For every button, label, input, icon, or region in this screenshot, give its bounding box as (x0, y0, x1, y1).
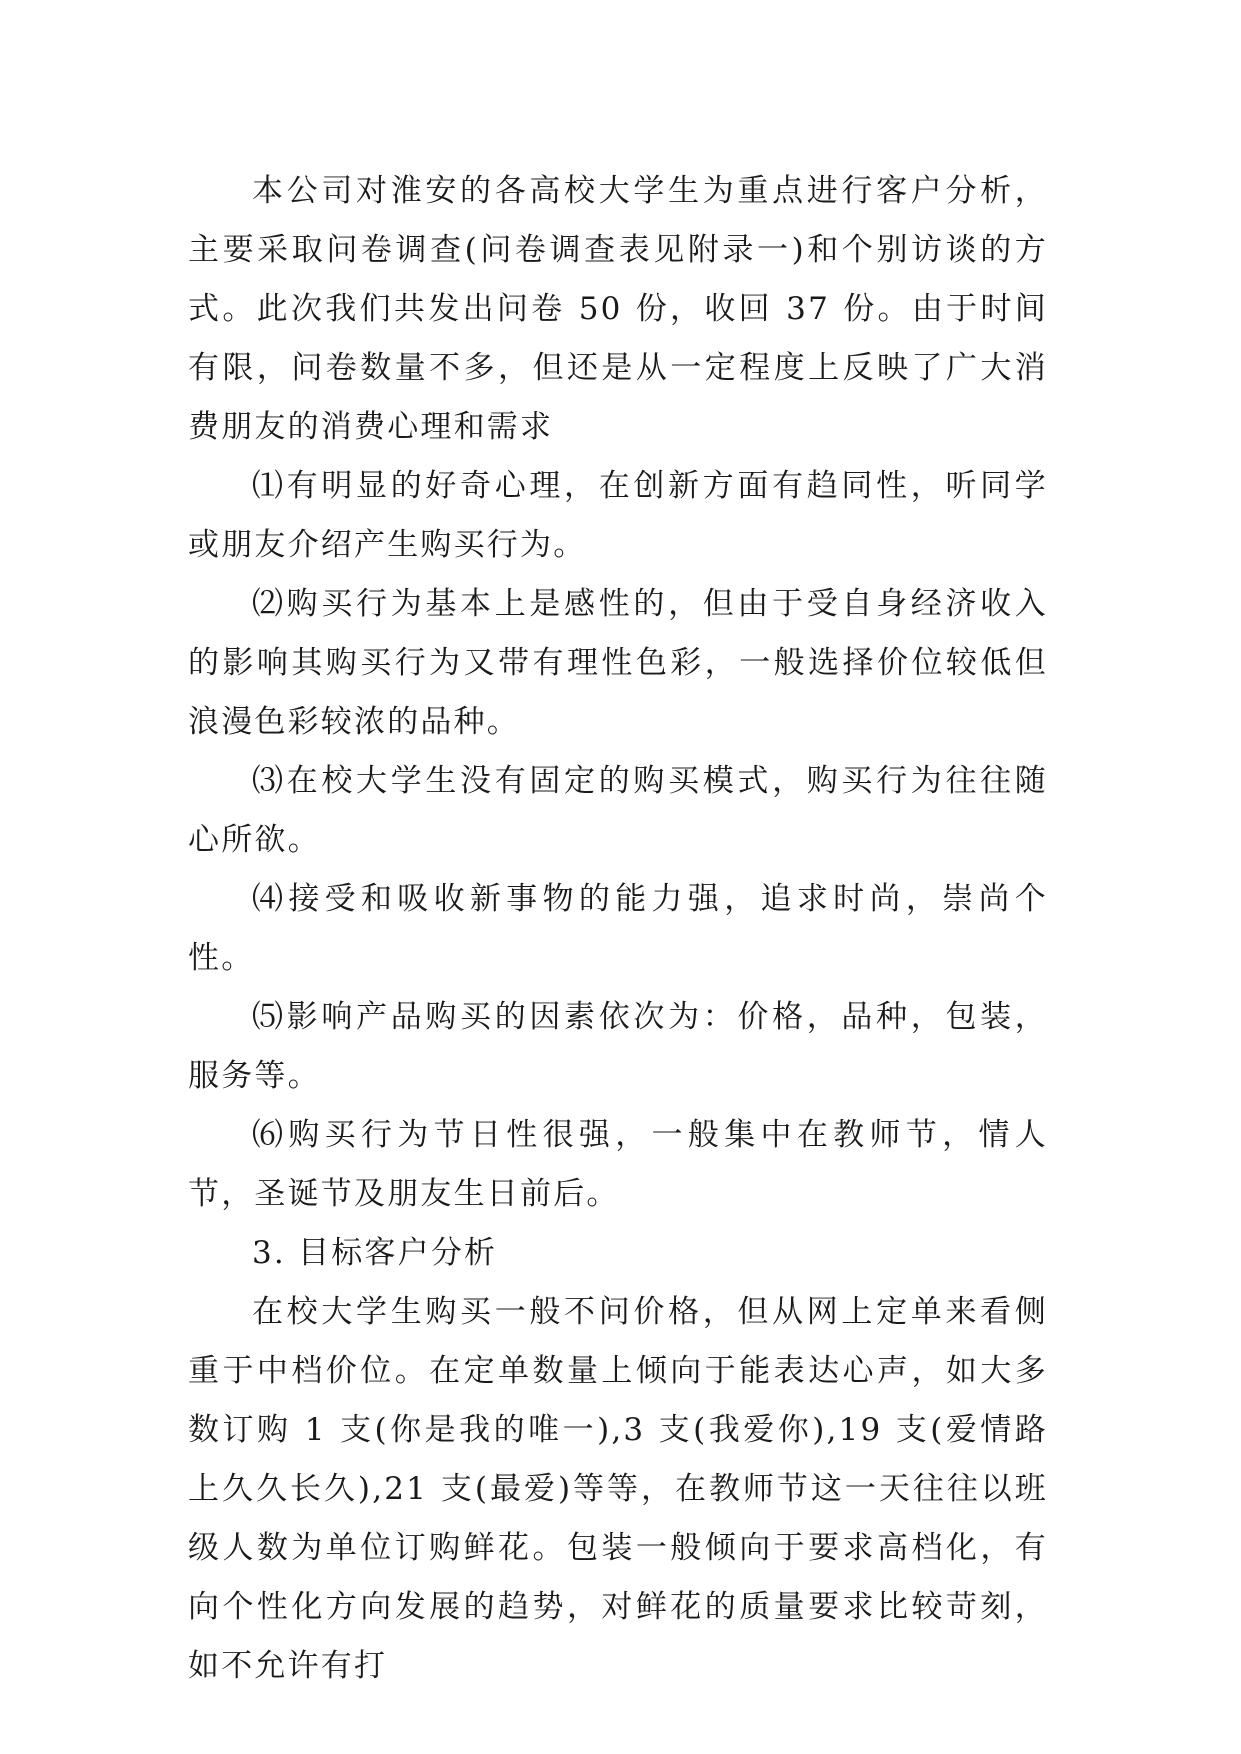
document-body (188, 162, 1048, 1696)
body-paragraph: 在校大学生购买一般不问价格，但从网上定单来看侧重于中档价位。在定单数量上倾向于能表达心声，如大多数订购 1 支(你是我的唯一),3 支(我爱你),19 支(爱情路上久久长久),21 支(最爱)等等，在教师节这一天往往以班级人数为单位订购鲜花。包装一般倾向于要求高档化，有向个性化方向发展的趋势，对鲜花的质量要求比较苛刻，如不允许有打 (188, 1294, 1048, 1684)
intro-paragraph: 本公司对淮安的各高校大学生为重点进行客户分析，主要采取问卷调查(问卷调查表见附录一)和个别访谈的方式。此次我们共发出问卷 50 份，收回 37 份。由于时间有限，问卷数量不多，但还是从一定程度上反映了广大消费朋友的消费心理和需求 (188, 173, 1048, 445)
list-item: ⑸影响产品购买的因素依次为：价格，品种，包装，服务等。 (188, 999, 1048, 1094)
list-item: ⑹购买行为节日性很强，一般集中在教师节，情人节，圣诞节及朋友生日前后。 (188, 1117, 1048, 1212)
list-item: ⑵购买行为基本上是感性的，但由于受自身经济收入的影响其购买行为又带有理性色彩，一般选择价位较低但浪漫色彩较浓的品种。 (188, 586, 1048, 740)
list-item: ⑷接受和吸收新事物的能力强，追求时尚，崇尚个性。 (188, 881, 1048, 976)
list-item: ⑶在校大学生没有固定的购买模式，购买行为往往随心所欲。 (188, 763, 1048, 858)
section-heading: 3. 目标客户分析 (252, 1235, 498, 1271)
list-item: ⑴有明显的好奇心理，在创新方面有趋同性，听同学或朋友介绍产生购买行为。 (188, 468, 1048, 563)
